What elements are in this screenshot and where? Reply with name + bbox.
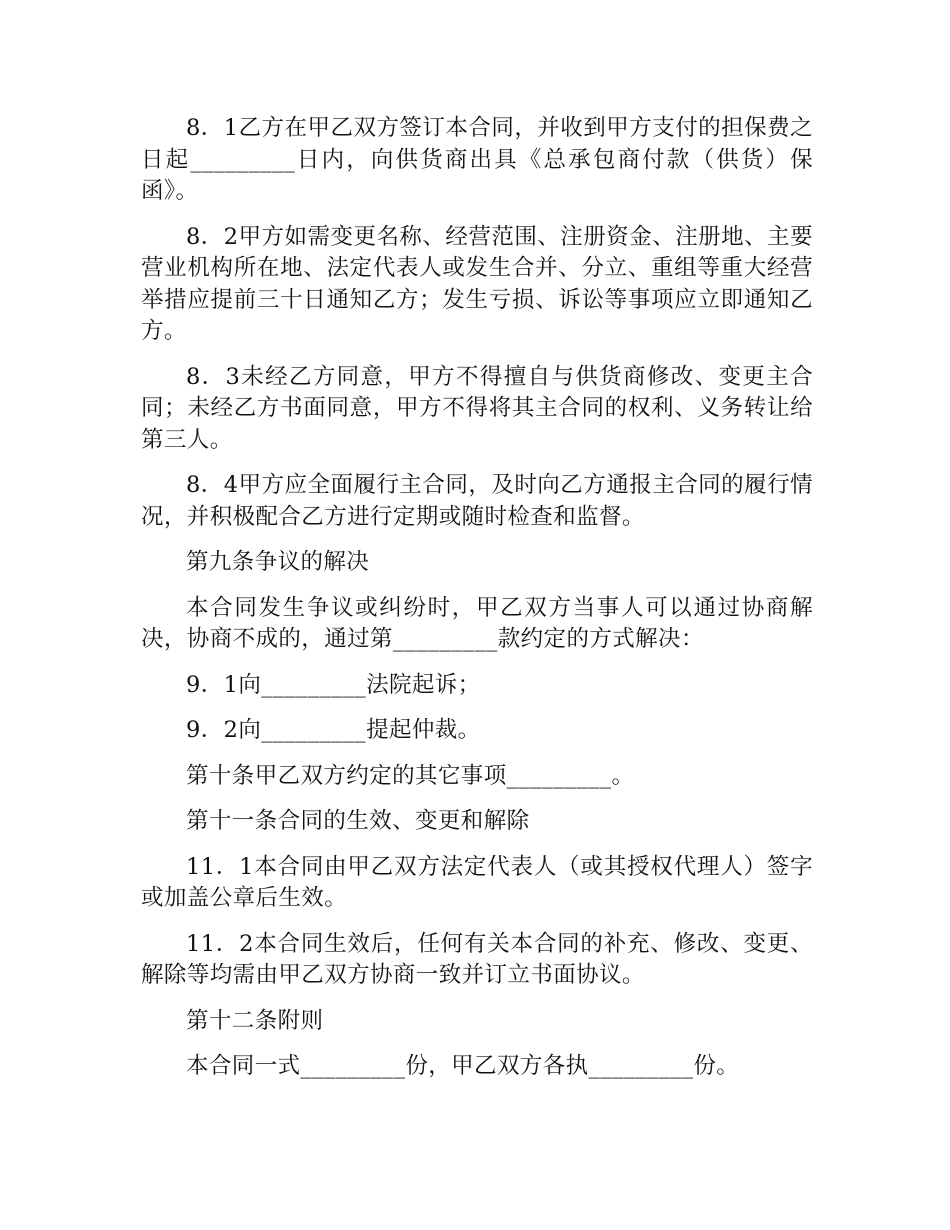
clause-9-1: 9．1向_________法院起诉； <box>186 671 481 698</box>
clause-8-4: 8．4甲方应全面履行主合同，及时向乙方通报主合同的履行情况，并积极配合乙方进行定期或随时检查和监督。 <box>141 472 813 530</box>
article-9-body: 本合同发生争议或纠纷时，甲乙双方当事人可以通过协商解决，协商不成的，通过第_________款约定的方式解决： <box>141 594 813 652</box>
article-12-body: 本合同一式_________份，甲乙双方各执_________份。 <box>186 1053 740 1079</box>
article-11-heading: 第十一条合同的生效、变更和解除 <box>186 808 530 834</box>
clause-11-1: 11．1本合同由甲乙双方法定代表人（或其授权代理人）签字或加盖公章后生效。 <box>141 853 813 911</box>
clause-8-1: 8．1乙方在甲乙双方签订本合同，并收到甲方支付的担保费之日起_________日内，向供货商出具《总承包商付款（供货）保函》。 <box>141 115 813 204</box>
clause-9-2: 9．2向_________提起仲裁。 <box>186 717 481 743</box>
clause-11-2: 11．2本合同生效后，任何有关本合同的补充、修改、变更、解除等均需由甲乙双方协商一致并订立书面协议。 <box>141 930 813 988</box>
article-12-heading: 第十二条附则 <box>186 1007 324 1034</box>
article-10-heading: 第十条甲乙双方约定的其它事项_________。 <box>186 762 635 789</box>
clause-8-2: 8．2甲方如需变更名称、经营范围、注册资金、注册地、主要营业机构所在地、法定代表人或发生合并、分立、重组等重大经营举措应提前三十日通知乙方；发生亏损、诉讼等事项应立即通知乙方。 <box>141 223 813 344</box>
document-body <box>141 113 813 1097</box>
article-9-heading: 第九条争议的解决 <box>186 549 370 575</box>
clause-8-3: 8．3未经乙方同意，甲方不得擅自与供货商修改、变更主合同；未经乙方书面同意，甲方不得将其主合同的权利、义务转让给第三人。 <box>141 363 813 453</box>
